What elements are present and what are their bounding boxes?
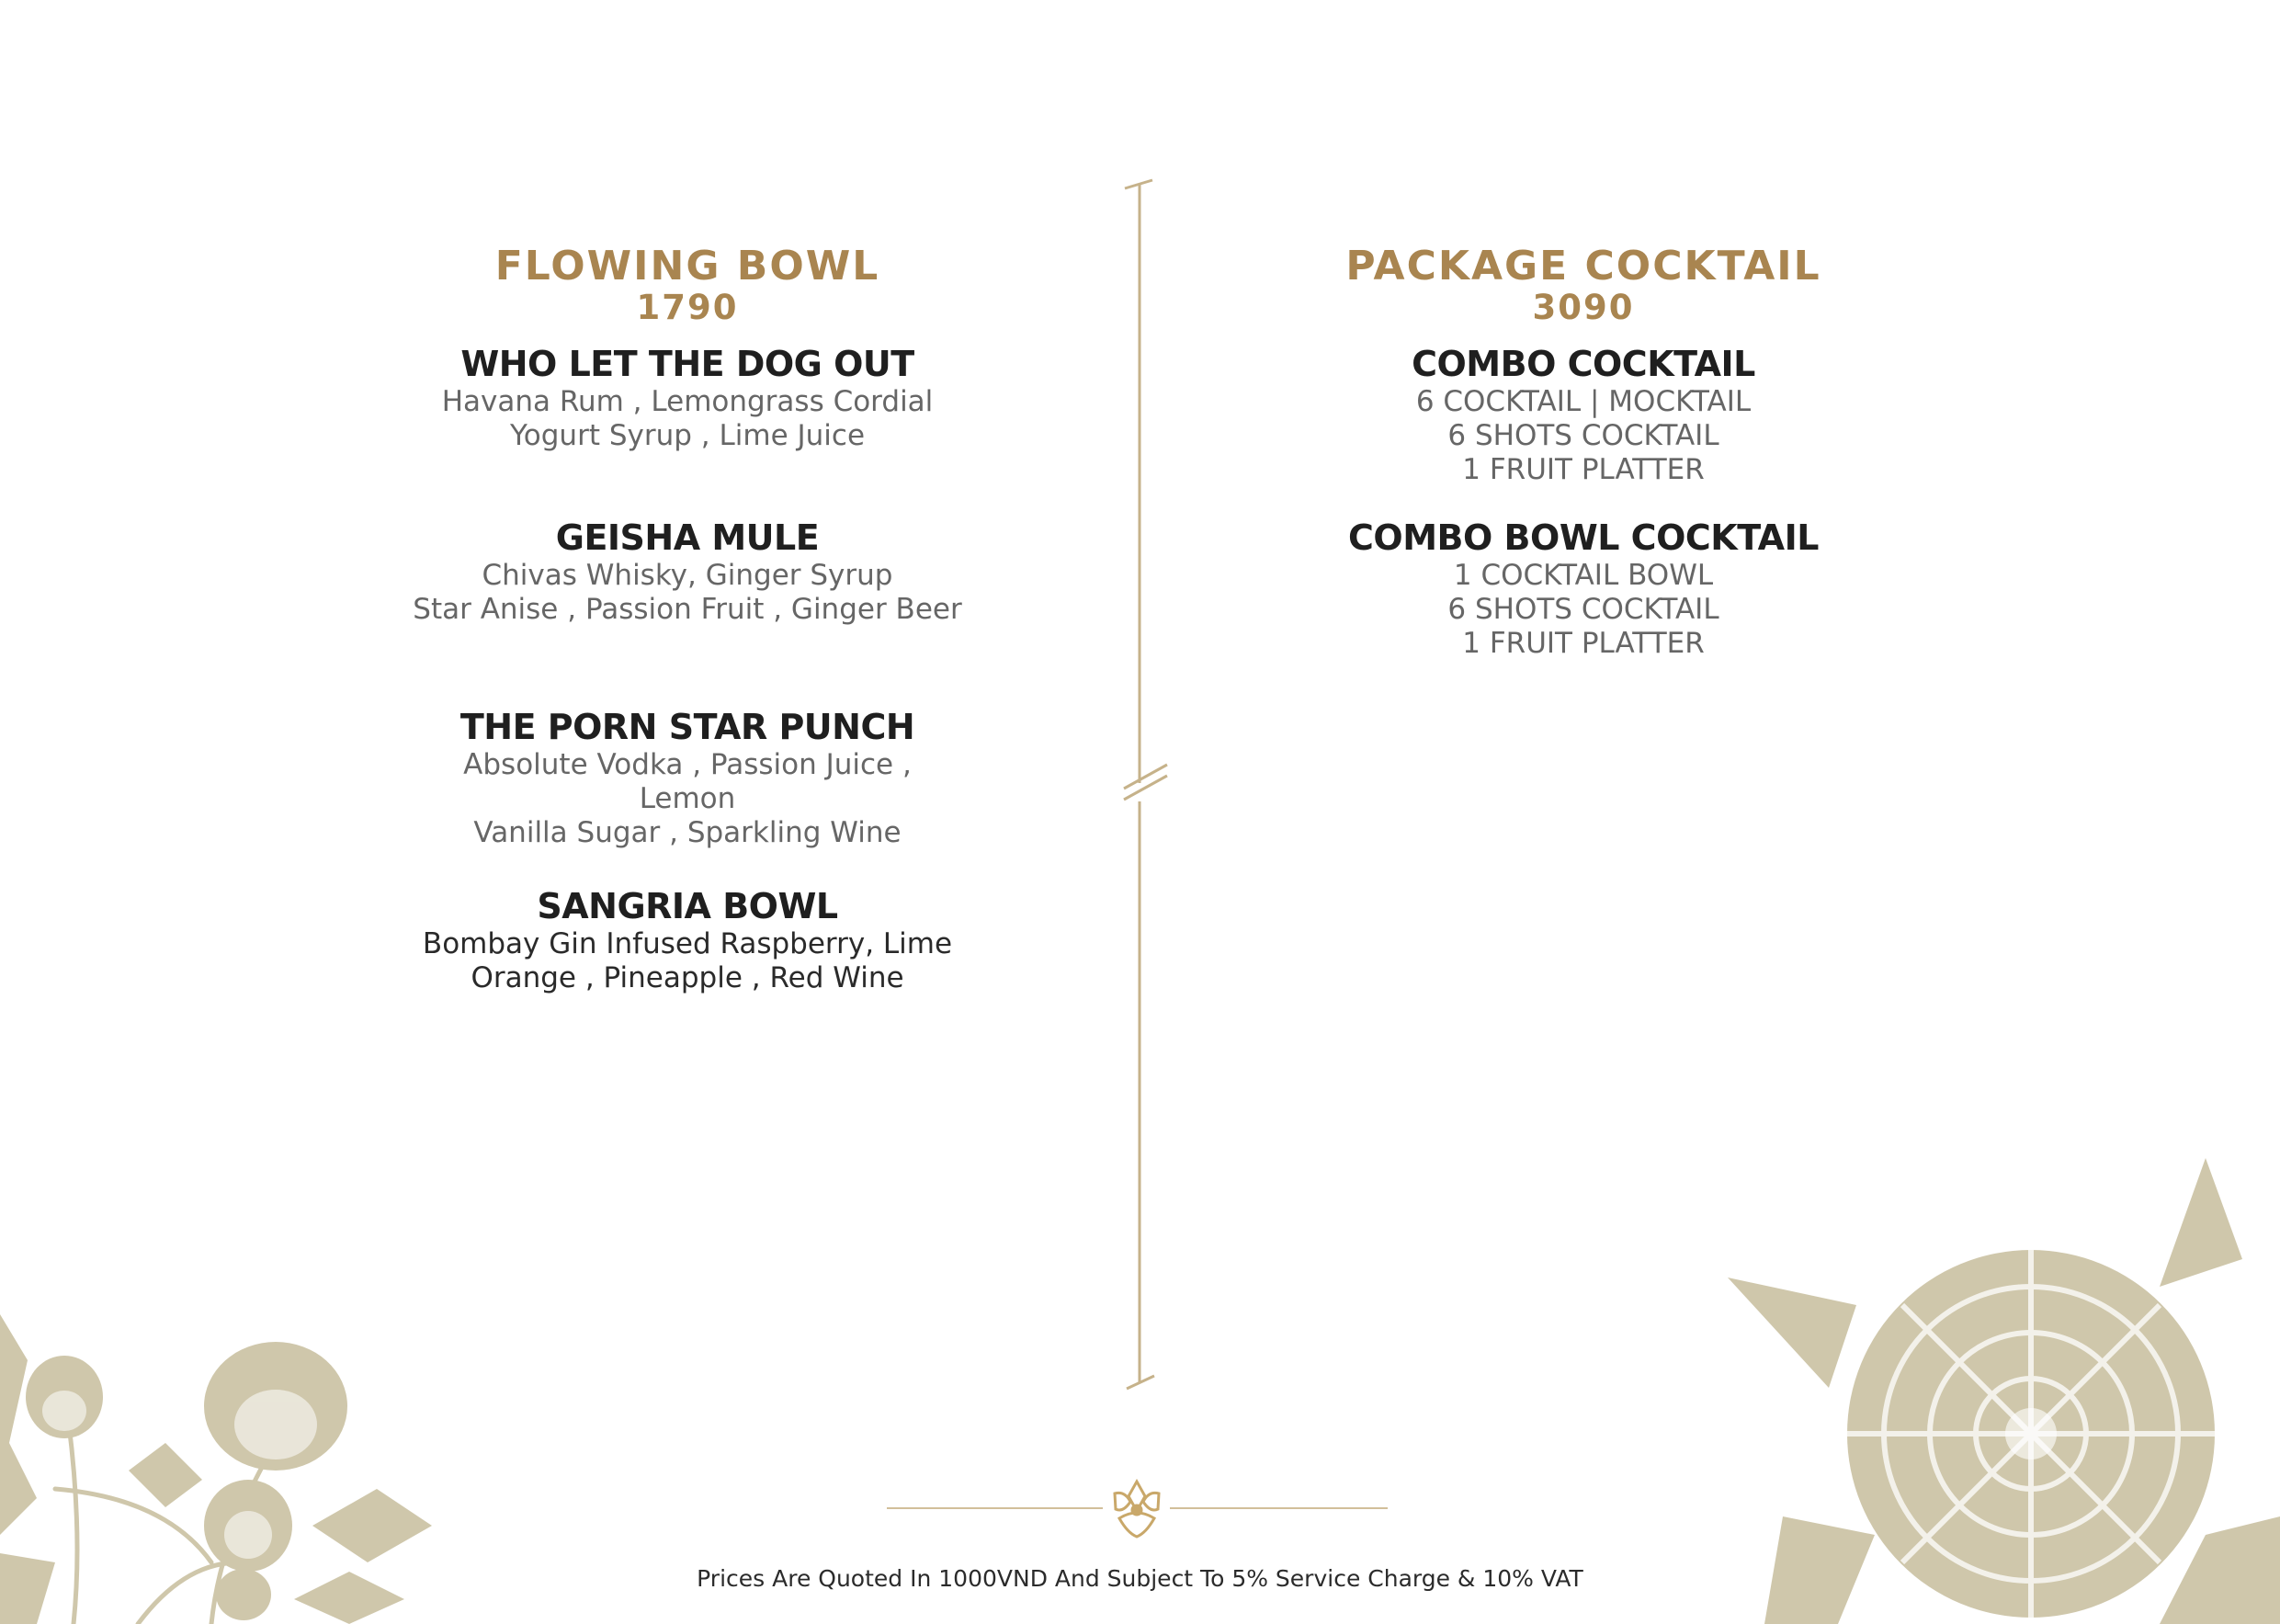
item-contents: 1 COCKTAIL BOWL [1453, 559, 1714, 592]
lotus-emblem-icon [1115, 1482, 1159, 1537]
thistle-illustration [0, 1259, 478, 1624]
item-name: GEISHA MULE [555, 517, 820, 558]
section-price: 3090 [1532, 288, 1635, 327]
item-ingredients: Chivas Whisky, Ginger Syrup [482, 559, 893, 592]
section-price: 1790 [636, 288, 739, 327]
item-contents: 6 SHOTS COCKTAIL [1447, 419, 1719, 452]
item-ingredients: Vanilla Sugar , Sparkling Wine [473, 816, 902, 849]
item-ingredients: Havana Rum , Lemongrass Cordial [441, 385, 934, 418]
item-ingredients: Orange , Pineapple , Red Wine [471, 961, 904, 994]
item-contents: 6 COCKTAIL | MOCKTAIL [1415, 385, 1752, 418]
item-name: COMBO COCKTAIL [1412, 344, 1755, 384]
item-name: THE PORN STAR PUNCH [459, 707, 915, 747]
item-contents: 1 FRUIT PLATTER [1462, 627, 1705, 660]
pricing-footnote: Prices Are Quoted In 1000VND And Subject To 5% Service Charge & 10% VAT [697, 1565, 1583, 1592]
item-ingredients: Bombay Gin Infused Raspberry, Lime [422, 927, 953, 960]
item-ingredients: Yogurt Syrup , Lime Juice [509, 419, 866, 452]
item-ingredients: Absolute Vodka , Passion Juice , Lemon [463, 748, 912, 815]
item-name: WHO LET THE DOG OUT [460, 344, 914, 384]
item-contents: 6 SHOTS COCKTAIL [1447, 593, 1719, 626]
item-contents: 1 FRUIT PLATTER [1462, 453, 1705, 486]
section-title: FLOWING BOWL [494, 243, 880, 290]
item-name: SANGRIA BOWL [537, 886, 838, 926]
section-title: PACKAGE COCKTAIL [1345, 243, 1821, 290]
item-name: COMBO BOWL COCKTAIL [1348, 517, 1819, 558]
chrysanthemum-illustration [1728, 1149, 2280, 1624]
item-ingredients: Star Anise , Passion Fruit , Ginger Beer [413, 593, 962, 626]
